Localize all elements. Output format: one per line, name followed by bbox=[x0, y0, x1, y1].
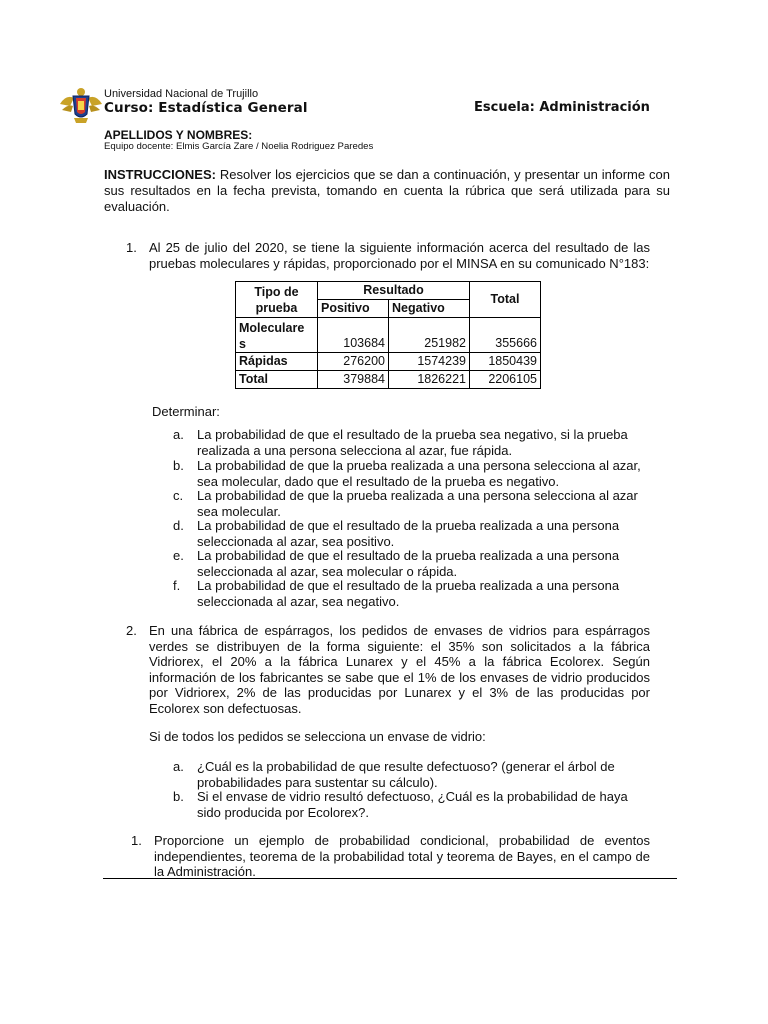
item-line: Si el envase de vidrio resultó defectuoso, ¿Cuál es la probabilidad de haya bbox=[197, 789, 628, 804]
q1-number: 1. bbox=[126, 240, 137, 255]
course-title: Curso: Estadística General bbox=[104, 100, 308, 116]
cell-total: 2206105 bbox=[470, 371, 541, 389]
item-line: La probabilidad de que el resultado de la prueba sea negativo, si la prueba bbox=[197, 427, 628, 442]
list-item bbox=[173, 789, 649, 820]
header-positive: Positivo bbox=[318, 300, 389, 318]
header-type: Tipo de prueba bbox=[236, 282, 318, 318]
q1-text: Al 25 de julio del 2020, se tiene la siguiente información acerca del resultado de las pruebas moleculares y rápidas, proporcionado por el MINSA en su comunicado N°183: bbox=[149, 240, 650, 271]
university-logo bbox=[58, 84, 104, 124]
item-line: seleccionada al azar, sea positivo. bbox=[197, 533, 395, 549]
instructions bbox=[104, 167, 670, 215]
q3-text: Proporcione un ejemplo de probabilidad condicional, probabilidad de eventos independientes, teorema de la probabilidad total y teorema de Bayes, en el campo de la Administración. bbox=[154, 833, 650, 879]
item-line: La probabilidad de que el resultado de la prueba realizada a una persona bbox=[197, 548, 620, 563]
item-letter: d. bbox=[173, 518, 184, 533]
list-item bbox=[173, 759, 649, 790]
instructions-text: Resolver los ejercicios que se dan a continuación, y presentar un informe con sus resultados en la fecha prevista, tomando en cuenta la rúbrica que será utilizada para su evaluación. bbox=[104, 167, 670, 214]
header-total: Total bbox=[470, 282, 541, 318]
row-label: Rápidas bbox=[236, 353, 318, 371]
row-label: Total bbox=[236, 371, 318, 389]
header-negative: Negativo bbox=[389, 300, 470, 318]
item-line: sea molecular. bbox=[197, 503, 281, 519]
item-line: La probabilidad de que el resultado de la prueba realizada a una persona bbox=[197, 578, 620, 593]
q2-number: 2. bbox=[126, 623, 137, 638]
list-item bbox=[173, 427, 649, 458]
results-table bbox=[235, 281, 541, 389]
cell-negative: 1826221 bbox=[389, 371, 470, 389]
cell-total: 1850439 bbox=[470, 353, 541, 371]
instructions-label: INSTRUCCIONES: bbox=[104, 167, 216, 182]
item-letter: a. bbox=[173, 759, 184, 774]
q3-number: 1. bbox=[131, 833, 142, 848]
header-result: Resultado bbox=[318, 282, 470, 300]
teaching-team: Equipo docente: Elmis García Zare / Noelia Rodriguez Paredes bbox=[104, 141, 374, 152]
cell-negative: 1574239 bbox=[389, 353, 470, 371]
item-letter: a. bbox=[173, 427, 184, 442]
list-item bbox=[173, 518, 649, 549]
item-line: probabilidades para sustentar su cálculo). bbox=[197, 774, 438, 790]
item-letter: e. bbox=[173, 548, 184, 563]
school-title: Escuela: Administración bbox=[474, 100, 650, 115]
item-letter: b. bbox=[173, 789, 184, 804]
item-line: La probabilidad de que el resultado de la prueba realizada a una persona bbox=[197, 518, 620, 533]
bottom-rule bbox=[103, 878, 677, 879]
item-letter: c. bbox=[173, 488, 184, 503]
item-line: sea molecular, dado que el resultado de la prueba es negativo. bbox=[197, 473, 560, 489]
item-line: sido producida por Ecolorex?. bbox=[197, 804, 369, 820]
table-row bbox=[236, 318, 541, 353]
item-line: La probabilidad de que la prueba realizada a una persona selecciona al azar, bbox=[197, 458, 641, 473]
item-line: seleccionada al azar, sea molecular o rápida. bbox=[197, 563, 458, 579]
row-label: Moleculare s bbox=[236, 318, 318, 353]
cell-positive: 379884 bbox=[318, 371, 389, 389]
university-name: Universidad Nacional de Trujillo bbox=[104, 88, 259, 100]
list-item bbox=[173, 548, 649, 579]
item-line: realizada a una persona selecciona al azar, fue rápida. bbox=[197, 442, 513, 458]
q2-intro: Si de todos los pedidos se selecciona un envase de vidrio: bbox=[149, 729, 486, 744]
names-label: APELLIDOS Y NOMBRES: bbox=[104, 128, 253, 142]
item-line: ¿Cuál es la probabilidad de que resulte defectuoso? (generar el árbol de bbox=[197, 759, 615, 774]
cell-total: 355666 bbox=[470, 318, 541, 353]
determine-label: Determinar: bbox=[152, 404, 220, 419]
table-row bbox=[236, 371, 541, 389]
list-item bbox=[173, 578, 649, 609]
table-row bbox=[236, 353, 541, 371]
cell-negative: 251982 bbox=[389, 318, 470, 353]
list-item bbox=[173, 488, 649, 519]
item-line: La probabilidad de que la prueba realizada a una persona selecciona al azar bbox=[197, 488, 638, 503]
item-letter: f. bbox=[173, 578, 181, 593]
cell-positive: 276200 bbox=[318, 353, 389, 371]
q2-text: En una fábrica de espárragos, los pedidos de envases de vidrios para espárragos verdes se distribuyen de la forma siguiente: el 35% son solicitados a la fábrica Vidriorex, el 20% a la fábrica Lunarex y el 45% a la fábrica Ecolorex. Según información de los fabricantes se sabe que el 1% de los envases de vidrio producidos por Vidriorex, 2% de las producidas por Lunarex y el 3% de las producidas por Ecolorex son defectuosas. bbox=[149, 623, 650, 716]
list-item bbox=[173, 458, 649, 489]
item-line: seleccionada al azar, sea negativo. bbox=[197, 593, 400, 609]
cell-positive: 103684 bbox=[318, 318, 389, 353]
item-letter: b. bbox=[173, 458, 184, 473]
